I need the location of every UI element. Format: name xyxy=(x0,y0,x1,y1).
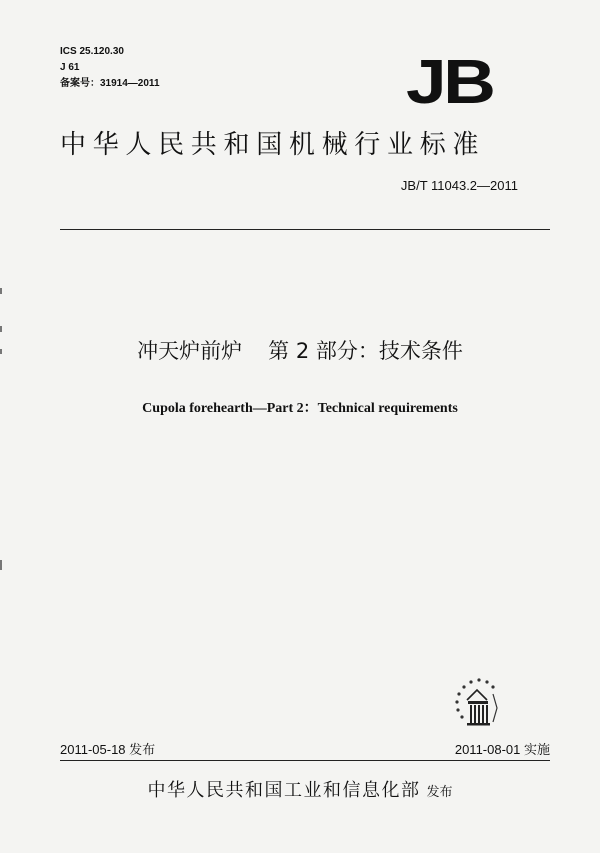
scan-edge-mark xyxy=(0,560,2,570)
top-divider xyxy=(60,229,550,230)
issue-date: 2011-05-18 发布 xyxy=(60,742,156,757)
ics-code: ICS 25.120.30 xyxy=(60,46,124,57)
scan-edge-mark xyxy=(0,326,2,332)
issuer-name: 中华人民共和国工业和信息化部 xyxy=(147,780,421,801)
document-title-part1: 冲天炉前炉 xyxy=(137,339,243,363)
scan-edge-mark xyxy=(0,288,2,294)
filing-number: 备案号：31914—2011 xyxy=(60,78,160,89)
document-title-english: Cupola forehearth—Part 2：Technical requirements xyxy=(142,401,458,416)
document-title-part2: 第 2 部分：技术条件 xyxy=(268,339,463,363)
bottom-divider xyxy=(60,760,550,761)
classification-block xyxy=(60,44,160,92)
ccs-code: J 61 xyxy=(60,62,80,73)
issuer-action: 发布 xyxy=(426,785,453,800)
issuing-authority xyxy=(0,776,600,802)
implementation-date: 2011-08-01 实施 xyxy=(454,742,550,757)
ministry-seal-icon xyxy=(449,672,503,730)
scan-edge-mark xyxy=(0,349,2,354)
document-title xyxy=(0,336,600,366)
jb-logo: JB xyxy=(406,48,493,117)
standard-category-title: 中华人民共和国机械行业标准 xyxy=(60,130,486,160)
standard-code: JB/T 11043.2—2011 xyxy=(400,178,518,193)
